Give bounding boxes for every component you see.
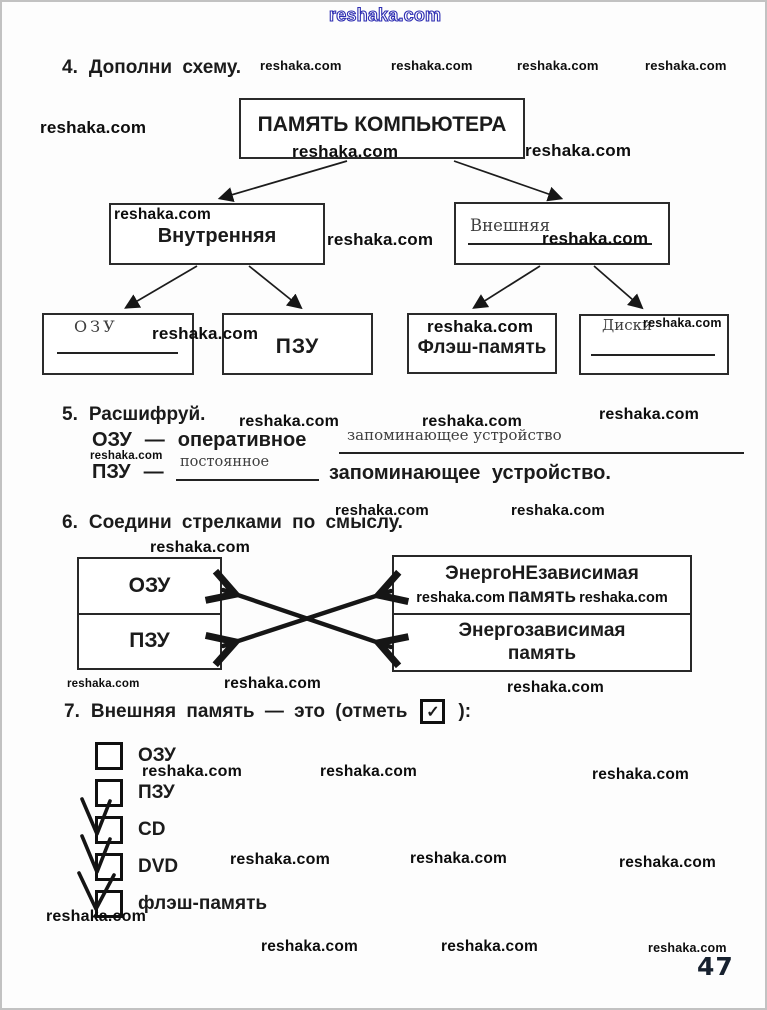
task7-number: 7. — [64, 700, 80, 722]
task6-number: 6. — [62, 512, 78, 533]
watermark: reshaka.com — [648, 941, 727, 955]
diagram-internal-label: Внутренняя — [157, 225, 277, 247]
task4-heading — [62, 57, 241, 79]
task4-number: 4. — [62, 57, 78, 78]
checkbox-cd-label: CD — [138, 819, 166, 840]
diagram-box-ozu — [42, 313, 194, 375]
task5-number: 5. — [62, 404, 78, 425]
watermark: reshaka.com — [292, 142, 399, 161]
arrow-internal-pzu — [249, 266, 300, 307]
task6-right-volatile-line2: память — [507, 643, 577, 665]
task7-option-row — [95, 816, 165, 844]
watermark: reshaka.com — [327, 230, 434, 249]
watermark: reshaka.com — [441, 938, 538, 955]
checkbox-dvd[interactable] — [95, 853, 123, 881]
diagram-pzu-label: ПЗУ — [275, 335, 320, 358]
task5-line2-printed: запоминающее устройство. — [329, 462, 611, 484]
diagram-ozu-answer-line — [57, 352, 178, 354]
task6-right-nonvolatile-word: память — [507, 585, 577, 607]
page-number: 47 — [697, 952, 734, 981]
watermark: reshaka.com — [517, 58, 599, 73]
watermark: reshaka.com — [114, 206, 211, 223]
watermark: reshaka.com — [90, 450, 163, 462]
arrow-root-external — [454, 161, 560, 198]
task6-connectors — [223, 590, 391, 647]
checkbox-pzu[interactable] — [95, 779, 123, 807]
task7-heading — [64, 699, 471, 724]
task5-line1-answer-line — [339, 452, 744, 454]
task6-right-volatile-line1: Энергозависимая — [458, 619, 626, 641]
task6-right-column — [392, 555, 692, 672]
watermark: reshaka.com — [643, 316, 722, 330]
task6-left-column — [77, 557, 222, 670]
watermark: reshaka.com — [410, 850, 507, 867]
task7-option-row — [95, 779, 175, 807]
task4-title: Дополни схему. — [88, 57, 242, 78]
diagram-external-answer: Внешняя — [470, 216, 551, 235]
watermark: reshaka.com — [260, 58, 342, 73]
diagram-root-label: ПАМЯТЬ КОМПЬЮТЕРА — [257, 113, 507, 136]
task5-line1-answer: запоминающее устройство — [347, 426, 562, 444]
task5-line2-dash: — — [143, 461, 164, 483]
watermark: reshaka.com — [142, 763, 243, 780]
watermark: reshaka.com — [619, 854, 716, 871]
connector-pzu-nonvolatile — [223, 591, 391, 646]
task5-title: Расшифруй. — [88, 404, 206, 425]
watermark: reshaka.com — [320, 763, 417, 780]
task5-line2 — [92, 461, 164, 484]
checkbox-pzu-label: ПЗУ — [138, 782, 175, 803]
diagram-disks-answer-line — [591, 354, 715, 356]
diagram-disks-answer: Диски — [602, 316, 652, 334]
task6-title: Соедини стрелками по смыслу. — [88, 512, 403, 533]
task6-left-pzu — [79, 613, 220, 669]
watermark: reshaka.com — [422, 413, 523, 430]
watermark: reshaka.com — [152, 324, 259, 343]
task5-line1-dash: — — [144, 429, 165, 451]
checkbox-ozu[interactable] — [95, 742, 123, 770]
checked-box-icon: ✓ — [420, 699, 445, 724]
watermark: reshaka.com — [239, 413, 340, 430]
task6-right-nonvolatile-line1: ЭнергоНЕзависимая — [445, 562, 639, 584]
arrow-root-internal — [221, 161, 347, 198]
diagram-flash-label: Флэш-память — [417, 337, 547, 358]
watermark: reshaka.com — [645, 58, 727, 73]
diagram-ozu-answer: ОЗУ — [74, 317, 118, 336]
task6-left-ozu — [79, 559, 220, 613]
task5-line1-term: ОЗУ — [92, 429, 132, 451]
checkbox-ozu-label: ОЗУ — [138, 745, 176, 766]
watermark: reshaka.com — [416, 589, 505, 606]
diagram-box-pzu — [222, 313, 373, 375]
task6-right-nonvolatile-line2 — [416, 586, 668, 608]
watermark: reshaka.com — [224, 675, 321, 692]
watermark: reshaka.com — [599, 406, 700, 423]
checkbox-flash-label: флэш-память — [138, 893, 268, 914]
watermark: reshaka.com — [150, 539, 251, 556]
watermark: reshaka.com — [542, 229, 649, 248]
task7-title: Внешняя память — это (отметь — [90, 700, 408, 722]
task6-left-ozu-label: ОЗУ — [128, 573, 171, 597]
arrow-external-flash — [475, 266, 540, 307]
task6-right-volatile — [394, 613, 690, 671]
watermark: reshaka.com — [525, 141, 632, 160]
watermark: reshaka.com — [427, 317, 534, 336]
task5-line1 — [92, 429, 306, 452]
watermark: reshaka.com — [261, 938, 358, 955]
watermark: reshaka.com — [335, 502, 429, 519]
watermark: reshaka.com — [67, 678, 140, 690]
task6-left-pzu-label: ПЗУ — [129, 629, 170, 653]
connector-ozu-volatile — [223, 590, 391, 647]
checkbox-cd[interactable] — [95, 816, 123, 844]
watermark: reshaka.com — [391, 58, 473, 73]
watermark: reshaka.com — [46, 908, 147, 925]
task5-line2-term: ПЗУ — [92, 461, 131, 483]
arrow-internal-ozu — [127, 266, 197, 307]
watermark: reshaka.com — [579, 589, 668, 606]
task5-heading — [62, 404, 205, 426]
task5-line1-printed: оперативное — [177, 429, 307, 451]
task5-line2-answer-line — [176, 479, 319, 481]
checkbox-dvd-label: DVD — [138, 856, 179, 877]
watermark: reshaka.com — [511, 502, 605, 519]
arrow-external-disks — [594, 266, 641, 307]
task7-option-row — [95, 853, 178, 881]
watermark: reshaka.com — [592, 766, 689, 783]
task5-line2-answer: постоянное — [180, 454, 270, 470]
task6-right-nonvolatile — [394, 557, 690, 613]
watermark-outline: reshaka.com — [329, 5, 442, 25]
task7-title-post: ): — [458, 700, 472, 722]
watermark: reshaka.com — [40, 118, 147, 137]
watermark: reshaka.com — [507, 679, 604, 696]
watermark: reshaka.com — [230, 851, 331, 868]
